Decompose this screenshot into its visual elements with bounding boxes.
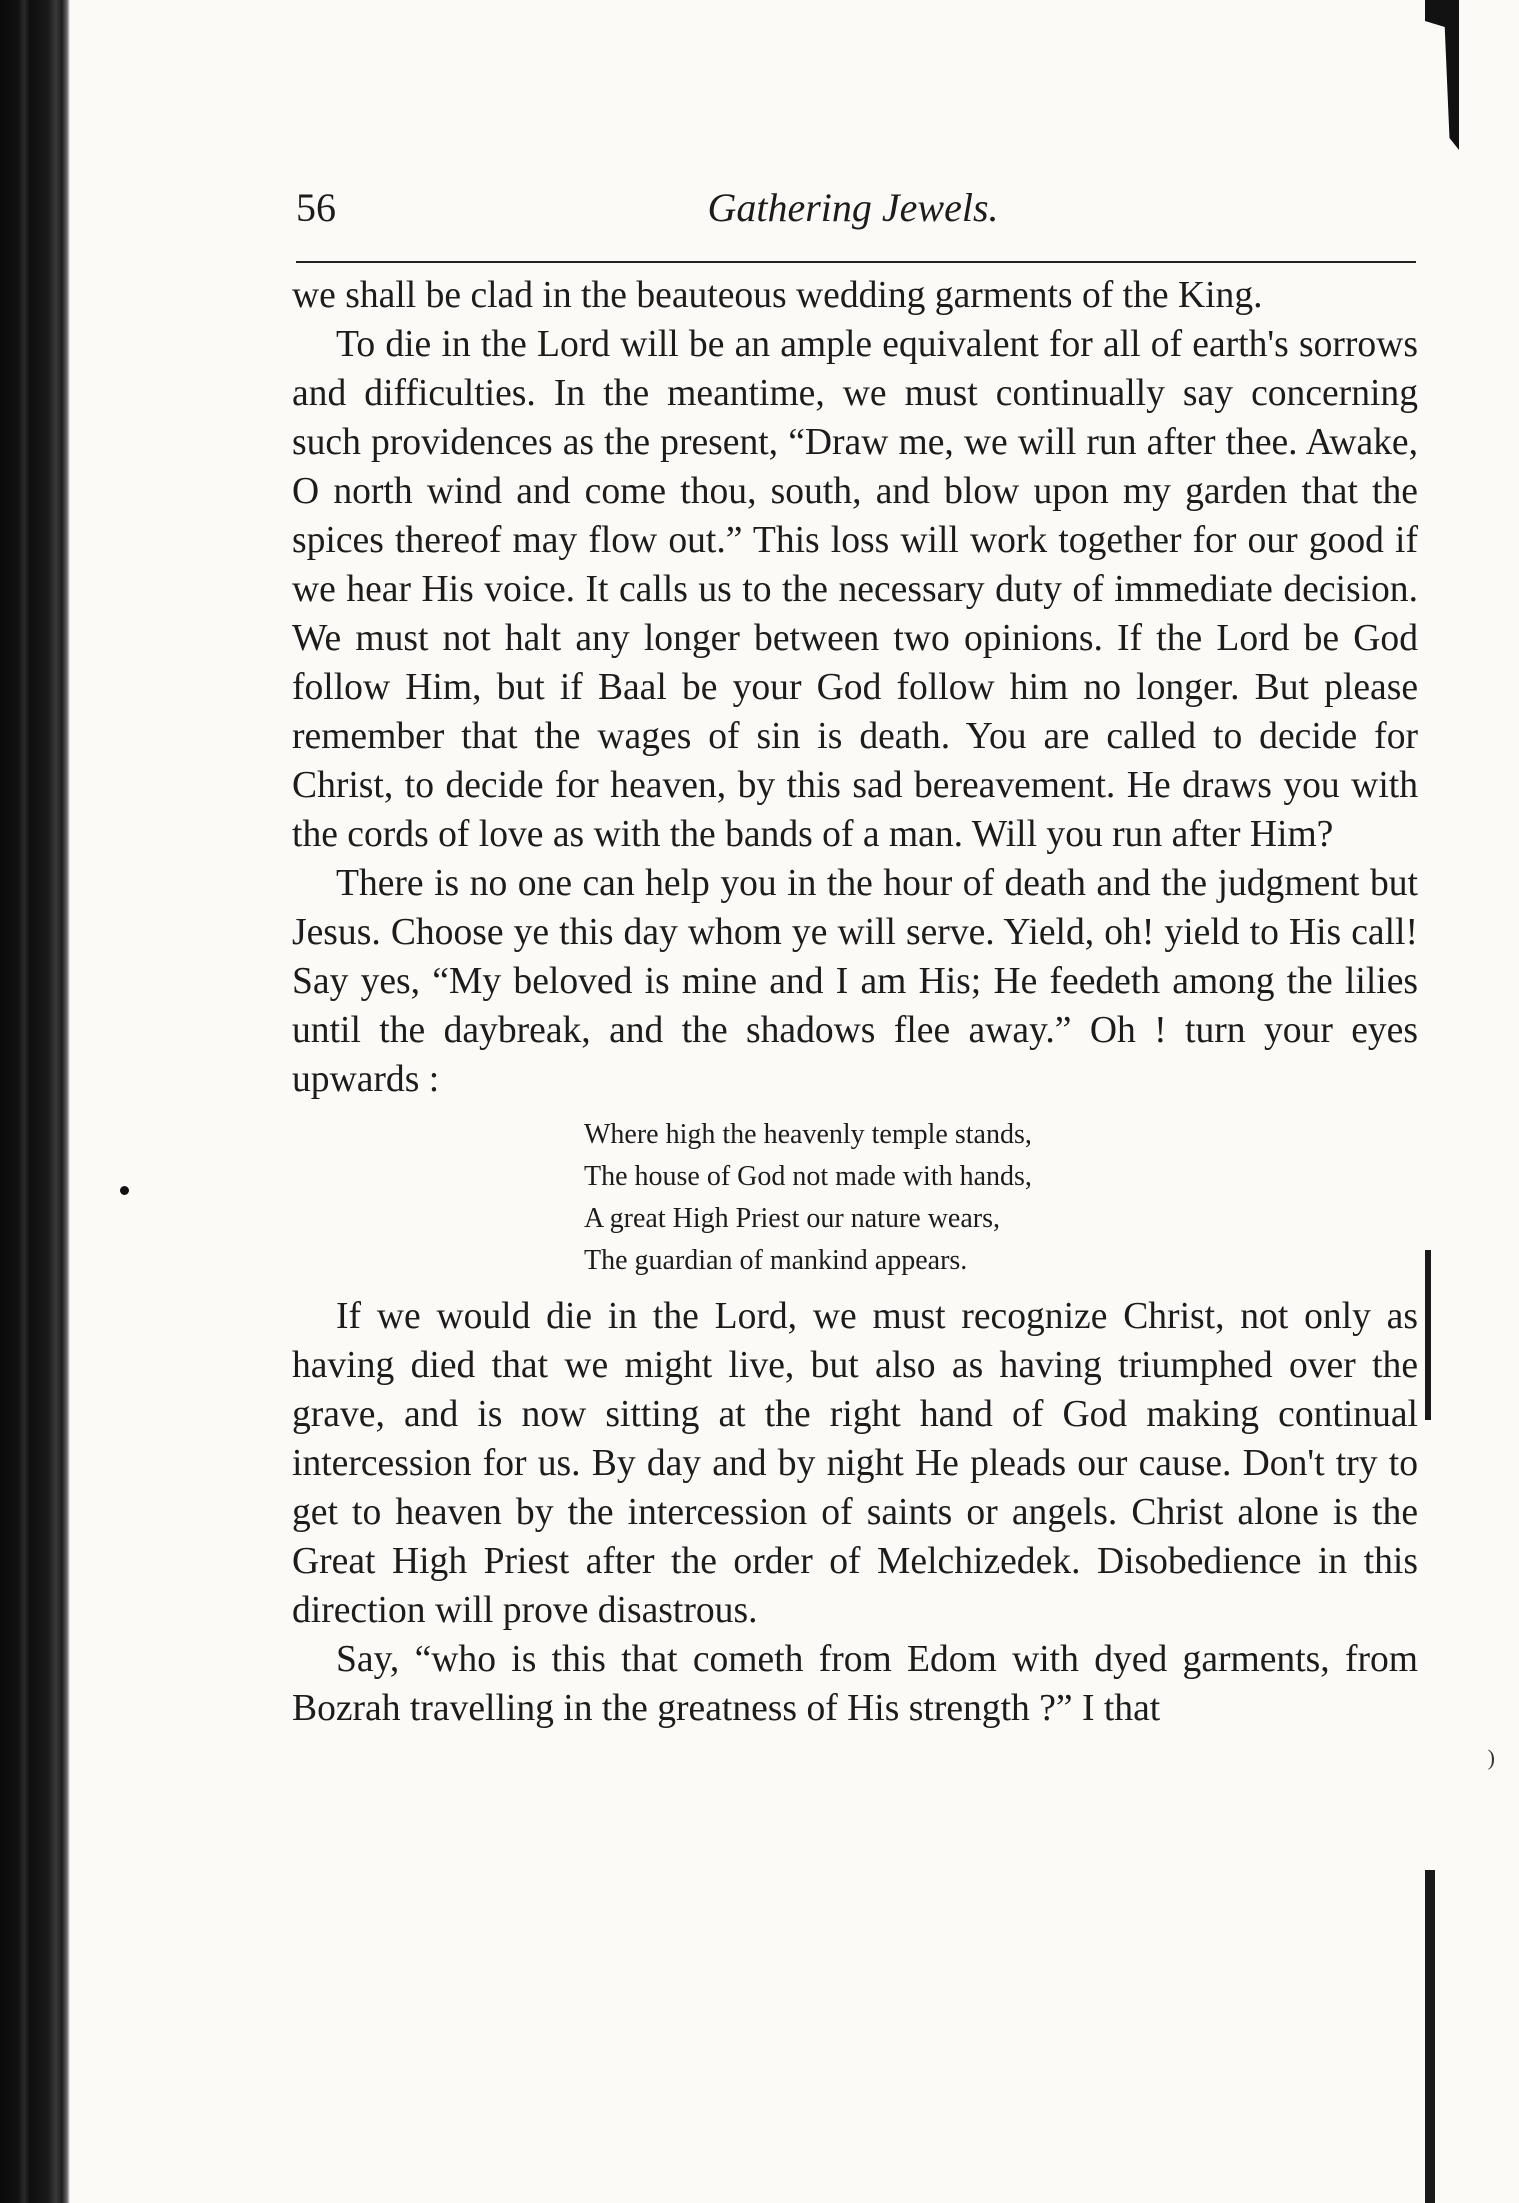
header-rule [296, 261, 1416, 263]
page-header [296, 184, 1410, 244]
verse-line: Where high the heavenly temple stands, [584, 1119, 1032, 1150]
page-number: 56 [296, 185, 336, 230]
verse-line: A great High Priest our nature wears, [584, 1203, 1000, 1234]
paragraph: There is no one can help you in the hour of death and the judgment but Jesus. Choose ye this day whom ye will serve. Yield, oh! yield to His call! Say yes, “My beloved is mine and I am His; He feedeth among the lilies until the daybreak, and the shadows flee away.” Oh ! turn your eyes upwards : [292, 863, 1418, 1100]
paragraph: To die in the Lord will be an ample equivalent for all of earth's sorrows and difficulties. In the meantime, we must continually say concerning such providences as the present, “Draw me, we will run after thee. Awake, O north wind and come thou, south, and blow upon my garden that the spices thereof may flow out.” This loss will work together for our good if we hear His voice. It calls us to the necessary duty of immediate decision. We must not halt any longer between two opinions. If the Lord be God follow Him, but if Baal be your God follow him no longer. But please remember that the wages of sin is death. You are called to decide for Christ, to decide for heaven, by this sad bereavement. He draws you with the cords of love as with the bands of a man. Will you run after Him? [292, 324, 1418, 855]
paragraph: Say, “who is this that cometh from Edom with dyed garments, from Bozrah travelling in the greatness of His strength ?” I that [292, 1639, 1418, 1729]
paragraph: we shall be clad in the beauteous wedding garments of the King. [292, 275, 1263, 316]
paragraph: If we would die in the Lord, we must recognize Christ, not only as having died that we might live, but also as having triumphed over the grave, and is now sitting at the right hand of God making continual intercession for us. By day and by night He pleads our cause. Don't try to get to heaven by the intercession of saints or angels. Christ alone is the Great High Priest after the order of Melchizedek. Disobedience in this direction will prove disastrous. [292, 1296, 1418, 1631]
scan-corner-mark [1425, 0, 1459, 150]
verse-quote [584, 1114, 1418, 1282]
verse-line: The house of God not made with hands, [584, 1161, 1032, 1192]
page-body [292, 271, 1418, 1733]
scan-edge-mark [1425, 1250, 1431, 1420]
verse-line: The guardian of mankind appears. [584, 1245, 968, 1276]
scan-edge-mark [1425, 1870, 1435, 2203]
book-binding-shadow [0, 0, 70, 2203]
scan-speck: ) [1487, 1745, 1495, 1770]
scan-speck [120, 1186, 129, 1195]
running-title: Gathering Jewels. [707, 185, 999, 230]
